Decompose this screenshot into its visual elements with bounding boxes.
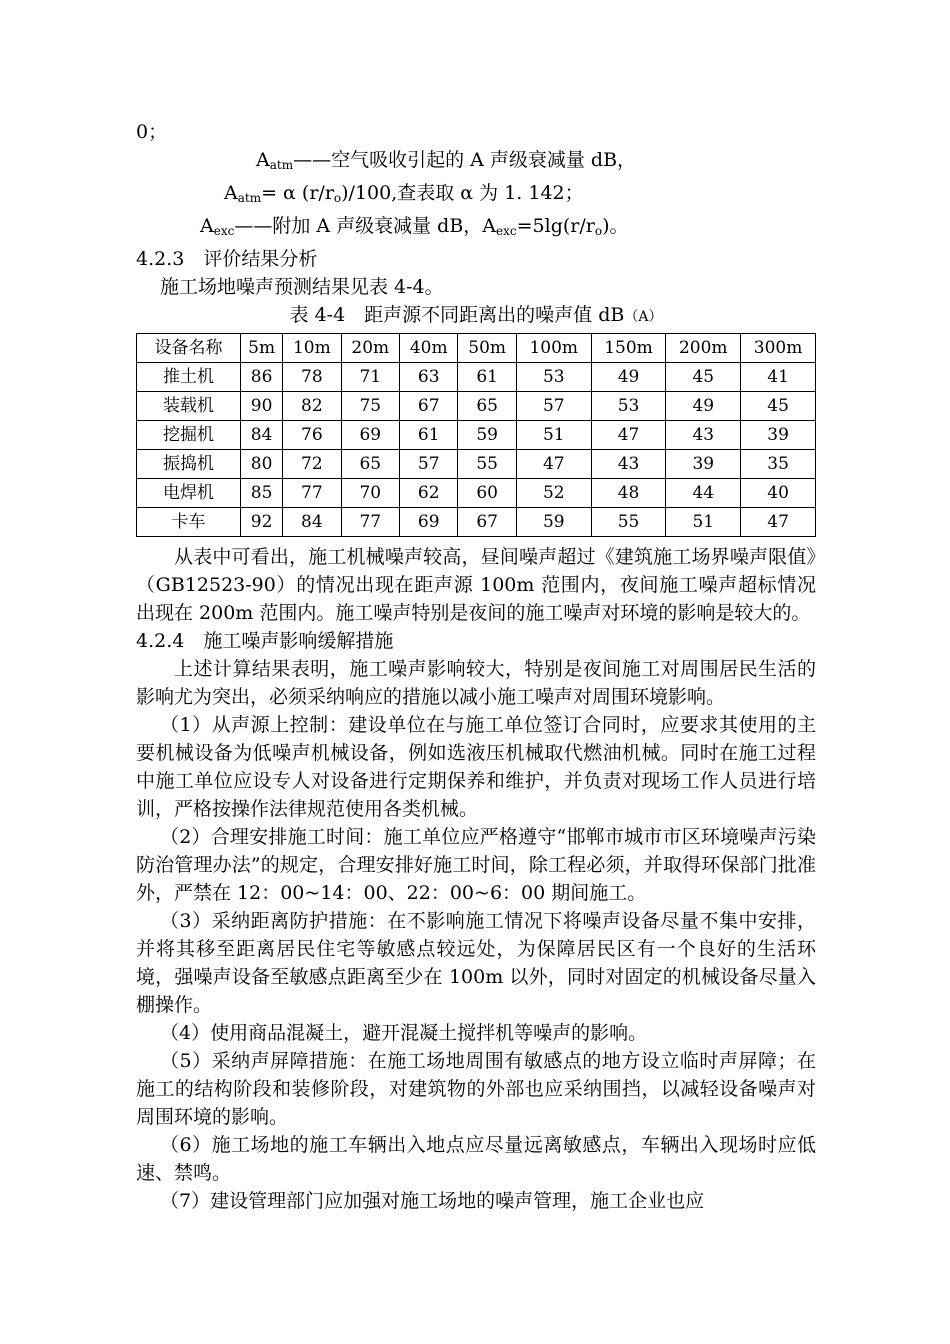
table-row [137,363,816,392]
mitigation-intro: 上述计算结果表明，施工噪声影响较大，特别是夜间施工对周围居民生活的影响尤为突出，必须采纳响应的措施以减小施工噪声对周围环境影响。 [136,658,816,708]
noise-value-cell: 49 [666,392,741,421]
noise-value-cell: 51 [516,421,591,450]
header-distance: 20m [341,334,399,363]
table-body [137,363,816,537]
section-heading-4-2-3: 4.2.3 评价结果分析 [136,248,318,270]
noise-value-cell: 57 [516,392,591,421]
noise-value-cell: 35 [741,450,816,479]
table-header-row [137,334,816,363]
noise-value-cell: 82 [283,392,341,421]
noise-value-cell: 69 [400,508,458,537]
header-distance: 40m [400,334,458,363]
equipment-name-cell: 推土机 [137,363,241,392]
noise-value-cell: 61 [400,421,458,450]
section-heading-4-2-4: 4.2.4 施工噪声影响缓解措施 [136,630,394,652]
noise-value-cell: 44 [666,479,741,508]
noise-value-cell: 80 [241,450,283,479]
noise-value-cell: 57 [400,450,458,479]
aatm-equation: $A_{atm}= \alpha$ $(r/r_o)/100$,查表取 α 为 1. 142； [224,182,584,205]
measure-6: （6）施工场地的施工车辆出入地点应尽量远离敏感点，车辆出入现场时应低速、禁鸣。 [136,1134,816,1184]
noise-value-cell: 86 [241,363,283,392]
measure-7: （7）建设管理部门应加强对施工场地的噪声管理，施工企业也应 [160,1190,705,1212]
noise-value-cell: 53 [516,363,591,392]
noise-value-cell: 77 [283,479,341,508]
header-distance: 5m [241,334,283,363]
noise-value-cell: 60 [458,479,516,508]
noise-value-cell: 49 [591,363,666,392]
noise-value-cell: 39 [741,421,816,450]
noise-value-cell: 72 [283,450,341,479]
noise-value-cell: 62 [400,479,458,508]
table-row [137,508,816,537]
equipment-name-cell: 装载机 [137,392,241,421]
header-distance: 150m [591,334,666,363]
noise-value-cell: 75 [341,392,399,421]
noise-value-cell: 92 [241,508,283,537]
noise-value-cell: 65 [341,450,399,479]
noise-value-cell: 47 [741,508,816,537]
noise-table [136,333,816,537]
noise-value-cell: 69 [341,421,399,450]
measure-3: （3）采纳距离防护措施：在不影响施工情况下将噪声设备尽量不集中安排，并将其移至距离居民住宅等敏感点较远处，为保障居民区有一个良好的生活环境，强噪声设备至敏感点距离至少在 100m 以外，同时对固定的机械设备尽量入棚操作。 [136,910,816,1016]
header-distance: 50m [458,334,516,363]
equipment-name-cell: 挖掘机 [137,421,241,450]
noise-value-cell: 70 [341,479,399,508]
line-zero: 0； [136,121,168,143]
table-intro: 施工场地噪声预测结果见表 4-4。 [160,276,444,298]
noise-value-cell: 67 [458,508,516,537]
noise-value-cell: 59 [516,508,591,537]
noise-value-cell: 39 [666,450,741,479]
noise-value-cell: 48 [591,479,666,508]
noise-value-cell: 90 [241,392,283,421]
noise-value-cell: 47 [516,450,591,479]
equipment-name-cell: 卡车 [137,508,241,537]
header-equipment-name: 设备名称 [137,334,241,363]
noise-value-cell: 63 [400,363,458,392]
measure-4: （4）使用商品混凝土，避开混凝土搅拌机等噪声的影响。 [160,1022,648,1044]
equipment-name-cell: 振捣机 [137,450,241,479]
noise-value-cell: 40 [741,479,816,508]
aexc-definition: $A_{exc}——$附加 A 声级衰减量 dB，$A_{exc}=5\lg(r/r_o)$。 [200,215,629,238]
aatm-definition: $A_{atm}——$空气吸收引起的 A 声级衰减量 dB， [256,149,637,172]
measure-5: （5）采纳声屏障措施：在施工场地周围有敏感点的地方设立临时声屏障；在施工的结构阶段和装修阶段，对建筑物的外部也应采纳围挡，以减轻设备噪声对周围环境的影响。 [136,1050,816,1128]
noise-value-cell: 71 [341,363,399,392]
measure-2: （2）合理安排施工时间：施工单位应严格遵守“邯郸市城市市区环境噪声污染防治管理办法”的规定，合理安排好施工时间，除工程必须，并取得环保部门批准外，严禁在 12：00~14：00、22：00~6：00 期间施工。 [136,826,816,904]
noise-value-cell: 55 [591,508,666,537]
noise-value-cell: 78 [283,363,341,392]
noise-value-cell: 55 [458,450,516,479]
analysis-paragraph: 从表中可看出，施工机械噪声较高，昼间噪声超过《建筑施工场界噪声限值》（GB12523-90）的情况出现在距声源 100m 范围内，夜间施工噪声超标情况出现在 200m 范围内。施工噪声特别是夜间的施工噪声对环境的影响是较大的。 [136,546,816,624]
noise-value-cell: 65 [458,392,516,421]
noise-value-cell: 41 [741,363,816,392]
noise-value-cell: 53 [591,392,666,421]
noise-value-cell: 61 [458,363,516,392]
noise-value-cell: 59 [458,421,516,450]
noise-value-cell: 47 [591,421,666,450]
table-row [137,421,816,450]
noise-value-cell: 45 [666,363,741,392]
table-row [137,479,816,508]
header-distance: 10m [283,334,341,363]
noise-value-cell: 43 [591,450,666,479]
document-page [136,118,816,1215]
noise-value-cell: 84 [283,508,341,537]
noise-value-cell: 45 [741,392,816,421]
equipment-name-cell: 电焊机 [137,479,241,508]
table-caption: 表 4-4 距声源不同距离出的噪声值 dB（A） [289,304,663,326]
noise-value-cell: 77 [341,508,399,537]
table-row [137,392,816,421]
table-row [137,450,816,479]
noise-value-cell: 84 [241,421,283,450]
header-distance: 100m [516,334,591,363]
noise-value-cell: 67 [400,392,458,421]
noise-value-cell: 43 [666,421,741,450]
header-distance: 300m [741,334,816,363]
header-distance: 200m [666,334,741,363]
noise-value-cell: 85 [241,479,283,508]
noise-value-cell: 76 [283,421,341,450]
noise-value-cell: 51 [666,508,741,537]
measure-1: （1）从声源上控制：建设单位在与施工单位签订合同时，应要求其使用的主要机械设备为低噪声机械设备，例如选液压机械取代燃油机械。同时在施工过程中施工单位应设专人对设备进行定期保养和维护，并负责对现场工作人员进行培训，严格按操作法律规范使用各类机械。 [136,714,816,820]
noise-value-cell: 52 [516,479,591,508]
